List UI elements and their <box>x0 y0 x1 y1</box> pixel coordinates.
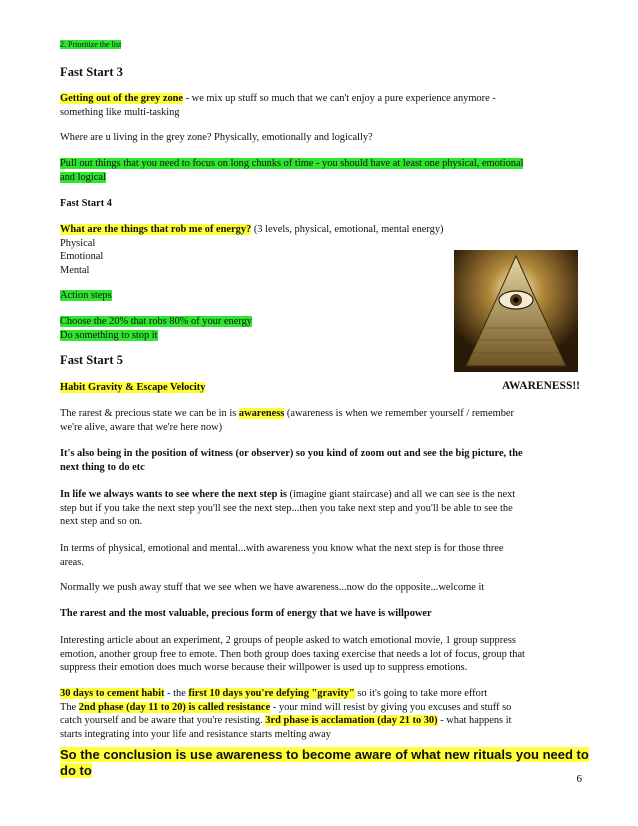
step-1: Choose the 20% that robs 80% of your energy <box>60 316 252 327</box>
third-phase-highlight: 3rd phase is acclamation (day 21 to 30) <box>265 715 438 727</box>
fs5-p8-l2-b: - your mind will resist by giving you excuses and stuff so <box>270 701 512 713</box>
fast-start-3-heading: Fast Start 3 <box>60 65 123 79</box>
fast-start-4-heading: Fast Start 4 <box>60 198 112 209</box>
level-physical: Physical <box>60 237 96 249</box>
top-note <box>60 40 580 50</box>
top-note-text: 2. Prioritize the list <box>60 40 122 49</box>
fs5-paragraph-3 <box>60 488 580 529</box>
fast-start-5-heading: Fast Start 5 <box>60 353 123 367</box>
fs5-p8-l3-b: - what happens it <box>437 715 512 727</box>
habit-gravity-highlight: Habit Gravity & Escape Velocity <box>60 382 206 393</box>
level-emotional: Emotional <box>60 251 104 263</box>
fs3-p1-rest: - we mix up stuff so much that we can't enjoy a pure experience anymore - <box>183 93 496 104</box>
fs5-p8-l2-a: The <box>60 701 79 713</box>
fs5-p3-line3: next step and so on. <box>60 516 143 528</box>
fs5-paragraph-6: The rarest and the most valuable, precious form of energy that we have is willpower <box>60 608 432 619</box>
fs5-p4-line1: In terms of physical, emotional and mental...with awareness you know what the next step is for those three <box>60 543 504 554</box>
fs3-paragraph-2: Where are u living in the grey zone? Physically, emotionally and logically? <box>60 132 373 143</box>
awareness-highlight: awareness <box>238 408 285 419</box>
step-2: Do something to stop it <box>60 329 158 341</box>
fs5-p8-l3-a: catch yourself and be aware that you're resisting. <box>60 715 266 727</box>
fs3-paragraph-3 <box>60 157 580 184</box>
grey-zone-highlight: Getting out of the grey zone <box>60 93 184 104</box>
fs3-p3-line2: and logical <box>60 171 106 183</box>
fs5-p8-t2: so it's going to take more effort <box>354 688 488 699</box>
fs3-p3-line1: Pull out things that you need to focus on long chunks of time - you should have at least one physical, emotional <box>60 158 524 169</box>
fs5-p3-bold: In life we always wants to see where the next step is <box>60 489 287 500</box>
fs5-p1-b: (awareness is when we remember yourself / remember <box>284 408 514 419</box>
level-mental: Mental <box>60 264 90 276</box>
fs5-p3-rest: (imagine giant staircase) and all we can see is the next <box>286 489 516 500</box>
fs3-paragraph-1 <box>60 92 580 119</box>
conclusion-highlight: So the conclusion is use awareness to become aware of what new rituals you need to do to <box>60 747 589 778</box>
fs5-p7-line3: suppress their emotion does much worse because their willpower is used up to suppress emotions. <box>60 662 468 674</box>
fs5-p8-t1: - the <box>164 688 189 699</box>
fs5-p2-line1: It's also being in the position of witness (or observer) so you kind of zoom out and see the big picture, the <box>60 448 523 459</box>
fs5-p1-line2: we're alive, aware that we're here now) <box>60 421 223 433</box>
second-phase-highlight: 2nd phase (day 11 to 20) is called resistance <box>78 701 271 713</box>
fs5-paragraph-7 <box>60 634 580 675</box>
fs4-q-rest: (3 levels, physical, emotional, mental energy) <box>251 224 444 235</box>
action-steps-text: Action steps <box>60 290 112 301</box>
fs5-paragraph-4 <box>60 542 580 569</box>
fs5-p1-a: The rarest & precious state we can be in is <box>60 408 239 419</box>
cement-habit-highlight: 30 days to cement habit <box>60 688 165 699</box>
fs5-paragraph-8 <box>60 687 580 741</box>
fs5-p8-line4: starts integrating into your life and resistance starts melting away <box>60 728 331 740</box>
fs5-p7-line2: emotion, another group free to emote. Then both group does taxing exercise that needs a lot of focus, group that <box>60 648 525 660</box>
awareness-caption: AWARENESS!! <box>502 380 580 392</box>
page-number: 6 <box>576 773 582 785</box>
fs5-paragraph-1 <box>60 407 580 434</box>
fs5-p3-line2: step but if you take the next step you'll see the next step...then you take next step and you'll be able to see the <box>60 502 513 514</box>
energy-question-highlight: What are the things that rob me of energy? <box>60 224 252 235</box>
fs5-paragraph-5: Normally we push away stuff that we see when we have awareness...now do the opposite...welcome it <box>60 582 485 593</box>
fs5-p7-line1: Interesting article about an experiment, 2 groups of people asked to watch emotional movie, 1 group suppress <box>60 635 516 646</box>
fs5-paragraph-2 <box>60 447 580 474</box>
conclusion <box>60 748 590 779</box>
first-phase-highlight: first 10 days you're defying "gravity" <box>188 688 355 699</box>
fs5-p4-line2: areas. <box>60 556 84 568</box>
fs3-p1-line2: something like multi-tasking <box>60 106 180 118</box>
fs5-p2-line2: next thing to do etc <box>60 461 145 473</box>
